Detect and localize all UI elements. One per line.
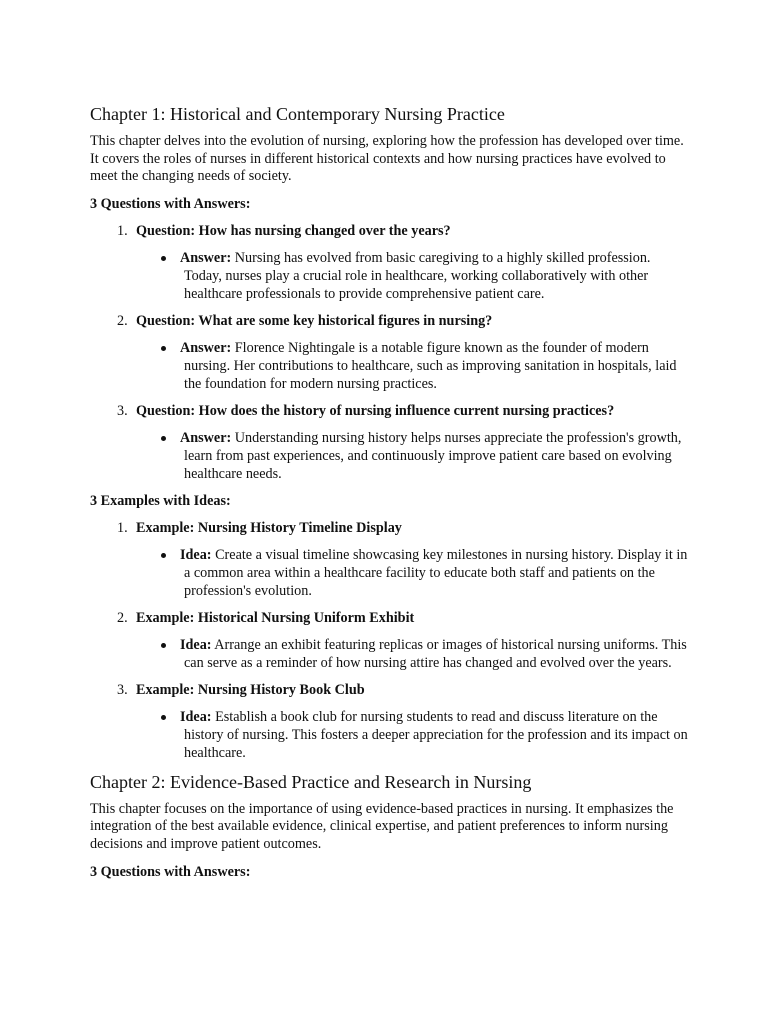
list-item	[90, 402, 690, 483]
bullet-icon	[161, 643, 166, 648]
chapter-1-title: Chapter 1: Historical and Contemporary Nursing Practice	[90, 104, 505, 124]
list-number: 2.	[117, 312, 128, 329]
answer-bullet	[90, 249, 690, 303]
question-text: Question: How has nursing changed over the years?	[136, 222, 451, 239]
idea-text: Arrange an exhibit featuring replicas or images of historical nursing uniforms. This can serve as a reminder of how nursing attire has changed and evolved over the years.	[184, 636, 687, 671]
question-text: Question: What are some key historical figures in nursing?	[136, 312, 493, 329]
idea-text: Create a visual timeline showcasing key milestones in nursing history. Display it in a common area within a healthcare facility to educate both staff and patients on the profession's evolution.	[184, 546, 688, 599]
answer-label: Answer:	[180, 249, 232, 266]
questions-list	[90, 222, 690, 483]
example-title: Example: Historical Nursing Uniform Exhibit	[136, 609, 415, 626]
answer-text: Understanding nursing history helps nurses appreciate the profession's growth, learn from past experiences, and continuously improve patient care based on evolving healthcare needs.	[184, 429, 682, 482]
examples-list	[90, 519, 690, 762]
document-body	[90, 103, 690, 890]
idea-label: Idea:	[180, 708, 212, 725]
bullet-icon	[161, 346, 166, 351]
answer-label: Answer:	[180, 429, 232, 446]
chapter-1-intro: This chapter delves into the evolution of nursing, exploring how the profession has developed over time. It covers the roles of nurses in different historical contexts and how nursing practices have evolved to meet the changing needs of society.	[90, 133, 684, 185]
answer-text: Nursing has evolved from basic caregiving to a highly skilled profession. Today, nurses play a crucial role in healthcare, working collaboratively with other healthcare professionals to provide comprehensive patient care.	[184, 249, 651, 302]
list-item	[90, 681, 690, 762]
idea-bullet	[90, 546, 690, 600]
answer-bullet	[90, 339, 690, 393]
bullet-icon	[161, 715, 166, 720]
questions-heading: 3 Questions with Answers:	[90, 863, 251, 880]
answer-text: Florence Nightingale is a notable figure known as the founder of modern nursing. Her contributions to healthcare, such as improving sanitation in hospitals, laid the foundation for modern nursing practices.	[184, 339, 677, 392]
bullet-icon	[161, 553, 166, 558]
list-item	[90, 609, 690, 672]
answer-label: Answer:	[180, 339, 232, 356]
example-title: Example: Nursing History Book Club	[136, 681, 365, 698]
bullet-icon	[161, 256, 166, 261]
idea-label: Idea:	[180, 546, 212, 563]
chapter-2	[90, 771, 690, 881]
list-number: 1.	[117, 519, 128, 536]
idea-bullet	[90, 708, 690, 762]
list-number: 2.	[117, 609, 128, 626]
bullet-icon	[161, 436, 166, 441]
idea-text: Establish a book club for nursing students to read and discuss literature on the history of nursing. This fosters a deeper appreciation for the profession and its impact on healthcare.	[184, 708, 688, 761]
example-title: Example: Nursing History Timeline Display	[136, 519, 402, 536]
list-item	[90, 519, 690, 600]
list-item	[90, 312, 690, 393]
questions-heading: 3 Questions with Answers:	[90, 195, 251, 212]
list-number: 1.	[117, 222, 128, 239]
examples-heading: 3 Examples with Ideas:	[90, 492, 231, 509]
question-text: Question: How does the history of nursing influence current nursing practices?	[136, 402, 615, 419]
list-item	[90, 222, 690, 303]
list-number: 3.	[117, 402, 128, 419]
chapter-2-title: Chapter 2: Evidence-Based Practice and Research in Nursing	[90, 771, 532, 792]
answer-bullet	[90, 429, 690, 483]
chapter-2-intro: This chapter focuses on the importance of using evidence-based practices in nursing. It emphasizes the integration of the best available evidence, clinical expertise, and patient preferences to inform nursing decisions and improve patient outcomes.	[90, 800, 674, 852]
idea-label: Idea:	[180, 636, 212, 653]
list-number: 3.	[117, 681, 128, 698]
chapter-1	[90, 103, 690, 762]
idea-bullet	[90, 636, 690, 672]
